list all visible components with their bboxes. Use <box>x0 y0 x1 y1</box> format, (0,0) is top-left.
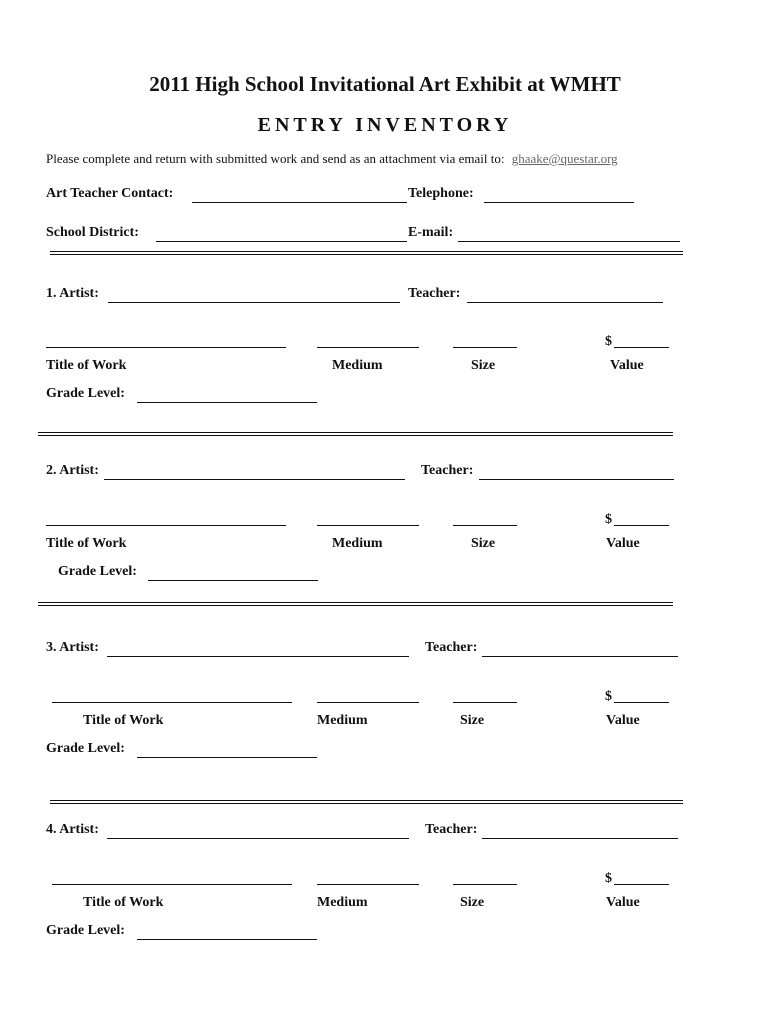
entry-3-value-label: Value <box>606 713 640 728</box>
entry-3-teacher-label: Teacher: <box>425 640 478 655</box>
entry-1-dollar-sign: $ <box>605 334 612 349</box>
entry-1-medium-field[interactable] <box>317 347 419 348</box>
entry-4-dollar-sign: $ <box>605 871 612 886</box>
entry-1-size-label: Size <box>471 358 496 373</box>
form-title: 2011 High School Invitational Art Exhibit at WMHT <box>149 72 621 96</box>
divider <box>38 602 673 606</box>
entry-2-artist-label: 2. Artist: <box>46 463 99 478</box>
entry-1-artist-field[interactable] <box>108 302 400 303</box>
entry-2-grade-label: Grade Level: <box>58 564 137 579</box>
entry-4-grade-field[interactable] <box>137 939 317 940</box>
entry-3-grade-label: Grade Level: <box>46 741 125 756</box>
entry-3-value-field[interactable] <box>614 702 669 703</box>
telephone-field[interactable] <box>484 202 634 203</box>
entry-3-artist-field[interactable] <box>107 656 409 657</box>
entry-4-size-label: Size <box>460 895 485 910</box>
entry-1-title-field[interactable] <box>46 347 286 348</box>
entry-3-medium-label: Medium <box>317 713 368 728</box>
entry-1-grade-field[interactable] <box>137 402 317 403</box>
entry-2-medium-field[interactable] <box>317 525 419 526</box>
divider <box>50 800 683 804</box>
entry-3-artist-label: 3. Artist: <box>46 640 99 655</box>
entry-4-title-label: Title of Work <box>83 895 164 910</box>
school-district-field[interactable] <box>156 241 407 242</box>
entry-2-medium-label: Medium <box>332 536 383 551</box>
entry-1-title-label: Title of Work <box>46 358 127 373</box>
entry-3-title-field[interactable] <box>52 702 292 703</box>
entry-2-teacher-label: Teacher: <box>421 463 474 478</box>
entry-4-grade-label: Grade Level: <box>46 923 125 938</box>
entry-3-grade-field[interactable] <box>137 757 317 758</box>
entry-4-medium-label: Medium <box>317 895 368 910</box>
email-link[interactable]: ghaake@questar.org <box>511 151 618 166</box>
entry-2-size-label: Size <box>471 536 496 551</box>
form-subtitle: ENTRY INVENTORY <box>257 114 513 136</box>
entry-2-teacher-field[interactable] <box>479 479 674 480</box>
entry-3-teacher-field[interactable] <box>482 656 678 657</box>
entry-4-teacher-field[interactable] <box>482 838 678 839</box>
entry-4-size-field[interactable] <box>453 884 517 885</box>
divider <box>38 432 673 436</box>
entry-2-dollar-sign: $ <box>605 512 612 527</box>
entry-4-artist-label: 4. Artist: <box>46 822 99 837</box>
entry-4-title-field[interactable] <box>52 884 292 885</box>
entry-1-size-field[interactable] <box>453 347 517 348</box>
email-label: E-mail: <box>408 225 454 240</box>
entry-1-artist-label: 1. Artist: <box>46 286 99 301</box>
entry-1-value-label: Value <box>610 358 644 373</box>
entry-2-grade-field[interactable] <box>148 580 318 581</box>
art-teacher-label: Art Teacher Contact: <box>46 186 174 201</box>
school-district-label: School District: <box>46 225 139 240</box>
entry-4-value-field[interactable] <box>614 884 669 885</box>
entry-2-size-field[interactable] <box>453 525 517 526</box>
entry-1-grade-label: Grade Level: <box>46 386 125 401</box>
entry-4-artist-field[interactable] <box>107 838 409 839</box>
entry-2-title-label: Title of Work <box>46 536 127 551</box>
art-teacher-field[interactable] <box>192 202 407 203</box>
entry-2-value-label: Value <box>606 536 640 551</box>
entry-1-teacher-field[interactable] <box>467 302 663 303</box>
divider <box>50 251 683 255</box>
entry-2-artist-field[interactable] <box>104 479 405 480</box>
entry-2-title-field[interactable] <box>46 525 286 526</box>
entry-4-medium-field[interactable] <box>317 884 419 885</box>
entry-4-teacher-label: Teacher: <box>425 822 478 837</box>
entry-3-title-label: Title of Work <box>83 713 164 728</box>
instructions <box>46 151 618 167</box>
entry-3-size-field[interactable] <box>453 702 517 703</box>
entry-1-teacher-label: Teacher: <box>408 286 461 301</box>
instructions-text: Please complete and return with submitted work and send as an attachment via email to: <box>46 151 505 166</box>
entry-2-value-field[interactable] <box>614 525 669 526</box>
entry-3-dollar-sign: $ <box>605 689 612 704</box>
entry-4-value-label: Value <box>606 895 640 910</box>
telephone-label: Telephone: <box>408 186 474 201</box>
entry-3-medium-field[interactable] <box>317 702 419 703</box>
entry-1-value-field[interactable] <box>614 347 669 348</box>
email-field[interactable] <box>458 241 680 242</box>
entry-3-size-label: Size <box>460 713 485 728</box>
entry-1-medium-label: Medium <box>332 358 383 373</box>
